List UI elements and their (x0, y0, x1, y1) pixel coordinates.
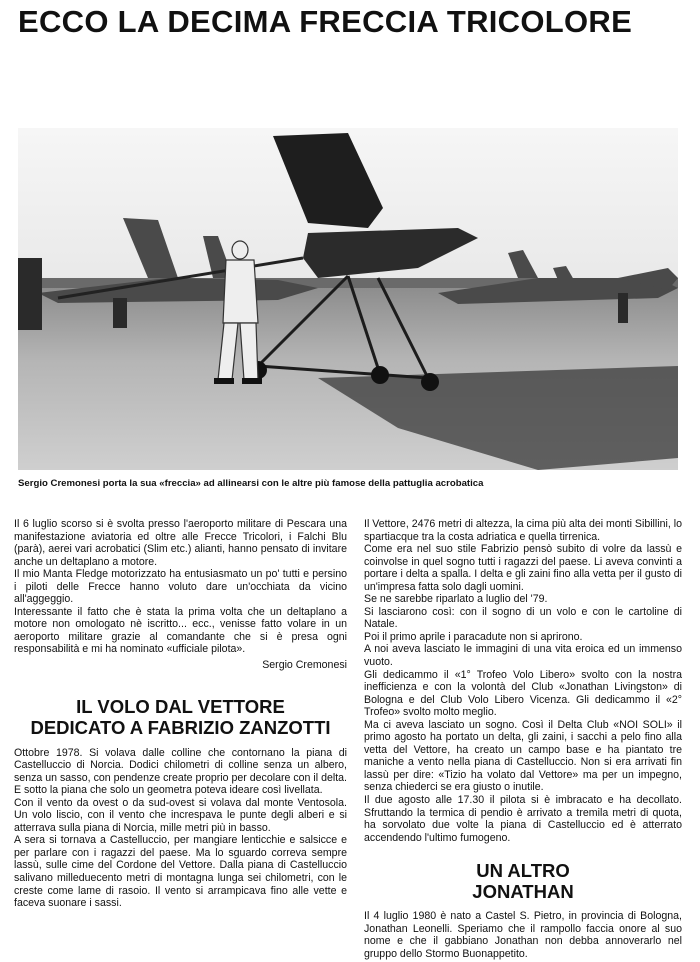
article1-author: Sergio Cremonesi (262, 659, 347, 672)
article1-paragraph: Interessante il fatto che è stata la prima volta che un deltaplano a motore non omologato nè iscritto... ecc., venisse fatto volare in un aeroporto militare grazie al comandante che si è presa ogni responsabilità e mi ha nominato «ufficiale pilota». (14, 605, 347, 656)
article3-title-line2: JONATHAN (472, 881, 574, 903)
article2-title-line2: DEDICATO A FABRIZIO ZANZOTTI (30, 716, 331, 738)
article2-paragraph: Ottobre 1978. Si volava dalle colline che contornano la piana di Castelluccio di Norcia. Dodici chilometri di colline senza un albero, senza un sasso, con pendenze create proprio per decolare con il delta. E sotto la piana che solo un geometra poteva ideare così livellata. (14, 746, 347, 797)
article2-title (14, 696, 347, 738)
article2-title-line1: IL VOLO DAL VETTORE (76, 695, 285, 717)
article2-paragraph: Con il vento da ovest o da sud-ovest si volava dal monte Ventosola. Un volo liscio, con il vento che increspava le punte degli alberi e si atterrava sulla piana di Norcia, mille metri più in basso. (14, 796, 347, 834)
right-column (364, 518, 682, 960)
article2-paragraph: Se ne sarebbe riparlato a luglio del '79. (364, 593, 548, 606)
airshow-photo (18, 128, 678, 470)
article3-title (364, 860, 682, 902)
article2-paragraph: Il Vettore, 2476 metri di altezza, la cima più alta dei monti Sibillini, lo spartiacque tra la costa adriatica e quella tirrenica. (364, 518, 682, 543)
photo-caption: Sergio Cremonesi porta la sua «freccia» ad allinearsi con le altre più famose della pattuglia acrobatica (18, 478, 484, 489)
article2-paragraph: Ma ci aveva lasciato un sogno. Così il Delta Club «NOI SOLI» il primo agosto ha portato un delta, gli zaini, i sacchi a pelo fino alla vetta del Vettore, ha creato un campo base e ha piantato tre maniche a vento nella piana di Castelluccio. Non si era arrivati fin lassù per dire: «Tizio ha volato dal Vettore» ma per un impegno, senza chiederci se era giusto o inutile. (364, 718, 682, 794)
article3-paragraph: Il 4 luglio 1980 è nato a Castel S. Pietro, in provincia di Bologna, Jonathan Leonelli. Speriamo che il rampollo faccia onore al suo nome e che il gabbiano Jonathan non debba annoverarlo nel gruppo dello Stormo Buonappetito. (364, 910, 682, 960)
left-column (14, 518, 347, 910)
article3-title-line1: UN ALTRO (476, 860, 570, 882)
article2-paragraph: Gli dedicammo il «1° Trofeo Volo Libero» svolto con la nostra inefficienza e con la volontà del Club «Jonathan Livingston» di Bologna e del Club Volo Libero Vicenza. Gli dedicammo il «2° Trofeo» svolto molto meglio. (364, 668, 682, 719)
article2-paragraph: A sera si tornava a Castelluccio, per mangiare lenticchie e salsicce e per parlare con i ragazzi del paese. Ma lo sguardo correva sempre lassù, sulle cime del Cordone del Vettore. Dalla piana di Castelluccio salivano milleduecento metri di montagna lunga sei chilometri, con le creste come lame di rasoio. Il vento si arrampicava fino alle vette e faceva suonare i sassi. (14, 834, 347, 910)
article2-paragraph: Il due agosto alle 17.30 il pilota si è imbracato e ha decollato. Sfruttando la termica di pendio è arrivato a tremila metri di quota, ha sorvolato due volte la piana di Castelluccio ed è atterrato accendendo l'ultimo fumogeno. (364, 794, 682, 844)
page-headline: ECCO LA DECIMA FRECCIA TRICOLORE (18, 4, 633, 39)
article1-paragraph: Il mio Manta Fledge motorizzato ha entusiasmato un po' tutti e persino i piloti delle Frecce hanno voluto dare un'occhiata da vicino all'aggeggio. (14, 568, 347, 606)
article2-paragraph: Poi il primo aprile i paracadute non si aprirono. (364, 630, 583, 643)
article2-paragraph: Come era nel suo stile Fabrizio pensò subito di volre da lassù e coinvolse in quel sogno tutti i ragazzi del paese. Li aveva convinti a portare i delta a spalla. I delta e gli zaini fino alla vetta per il gusto di un'impresa fatta solo dagli uomini. (364, 543, 682, 593)
article1-paragraph: Il 6 luglio scorso si è svolta presso l'aeroporto militare di Pescara una manifestazione aviatoria ed oltre alle Frecce Tricolori, i Falchi Blu (parà), aerei vari acrobatici (Slim etc.) alianti, hanno pensato di invitare anche un deltaplano a motore. (14, 518, 347, 568)
article2-paragraph: A noi aveva lasciato le immagini di una vita eroica ed un immenso vuoto. (364, 643, 682, 669)
article2-paragraph: Si lasciarono così: con il sogno di un volo e con le cartoline di Natale. (364, 605, 682, 631)
